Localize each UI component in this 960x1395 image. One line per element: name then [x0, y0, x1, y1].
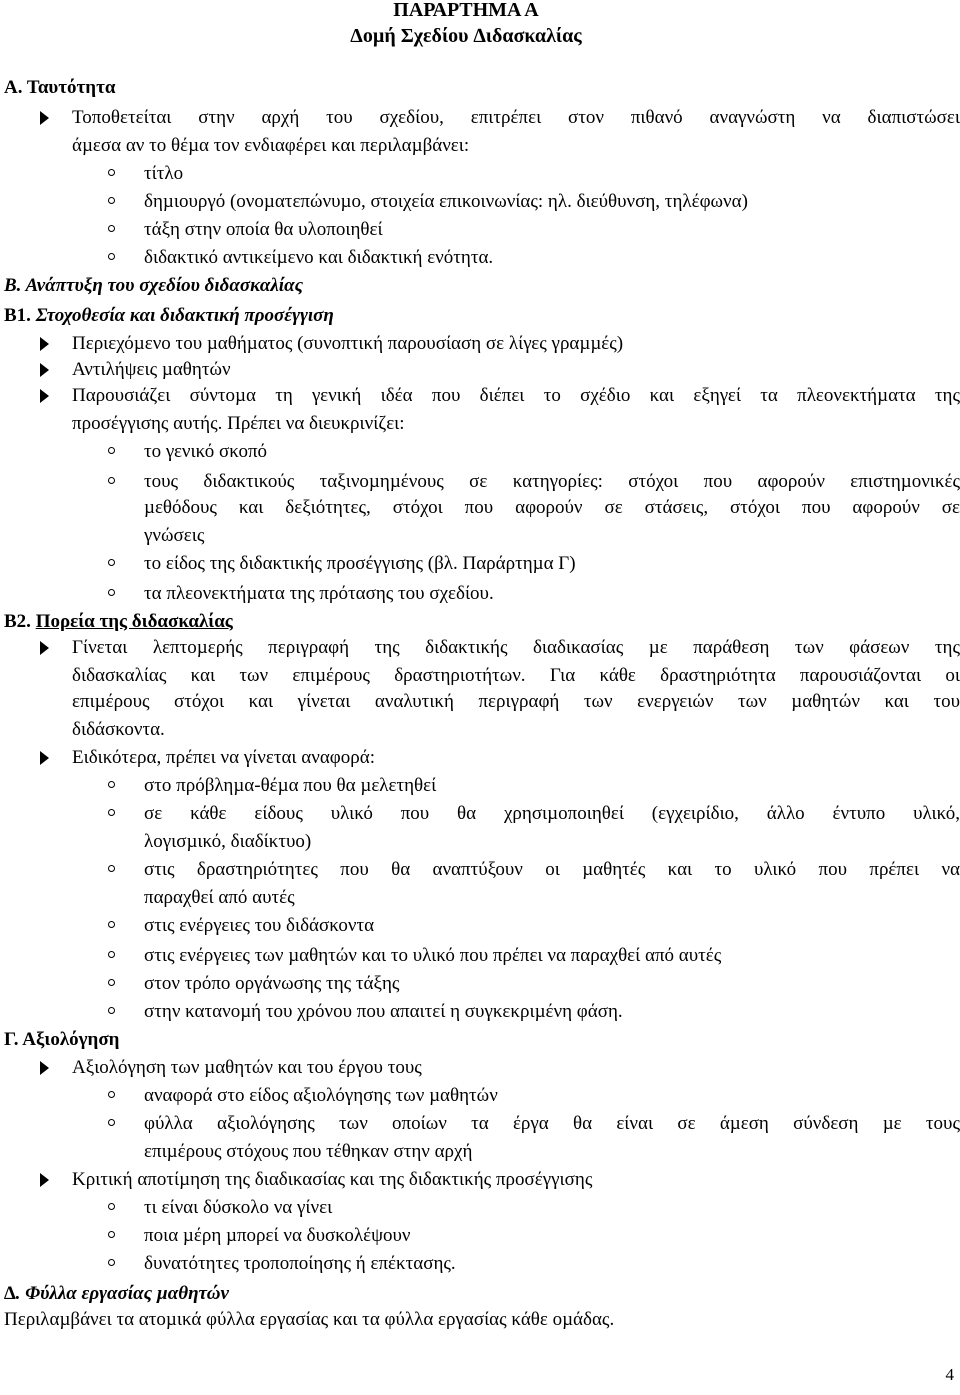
list-item: Κριτική αποτίµηση της διαδικασίας και της διδακτικής προσέγγισης — [0, 1166, 960, 1194]
sub-list-item-continuation: επιµέρους στόχους που τέθηκαν στην αρχή — [144, 1141, 473, 1162]
circle-bullet-icon — [108, 477, 115, 484]
list-item-continuation: άµεσα αν το θέµα τον ενδιαφέρει και περιλαµβάνει: — [72, 135, 470, 156]
subsection-b1-heading: Β1. Στοχοθεσία και διδακτική προσέγγιση — [4, 305, 334, 326]
arrow-bullet-icon — [40, 389, 49, 403]
list-item: Γίνεται λεπτοµερής περιγραφή της διδακτικής διαδικασίας µε παράθεση των φάσεων της — [0, 634, 960, 662]
sub-list-item: στο πρόβληµα-θέµα που θα µελετηθεί — [0, 772, 960, 800]
section-d-heading: ∆. Φύλλα εργασίας µαθητών — [4, 1283, 229, 1304]
list-item-continuation: διδάσκοντα. — [72, 719, 165, 740]
sub-list-item: φύλλα αξιολόγησης των οποίων τα έργα θα είναι σε άµεση σύνδεση µε τους — [0, 1110, 960, 1138]
sub-list-item: τίτλο — [0, 160, 960, 188]
list-item: Αντιλήψεις µαθητών — [0, 356, 960, 384]
circle-bullet-icon — [108, 225, 115, 232]
sub-list-item: διδακτικό αντικείµενο και διδακτική ενότητα. — [0, 244, 960, 272]
circle-bullet-icon — [108, 865, 115, 872]
sub-list-item: δηµιουργό (ονοµατεπώνυµο, στοιχεία επικοινωνίας: ηλ. διεύθυνση, τηλέφωνα) — [0, 188, 960, 216]
sub-list-item-continuation: γνώσεις — [144, 525, 205, 546]
list-item: Παρουσιάζει σύντοµα τη γενική ιδέα που διέπει το σχέδιο και εξηγεί τα πλεονεκτήµατα της — [0, 382, 960, 410]
arrow-bullet-icon — [40, 751, 49, 765]
section-a-heading: Α. Ταυτότητα — [4, 77, 116, 98]
list-item-continuation: επιµέρους στόχοι και γίνεται αναλυτική περιγραφή των ενεργειών των µαθητών και του — [72, 691, 960, 712]
circle-bullet-icon — [108, 1007, 115, 1014]
circle-bullet-icon — [108, 781, 115, 788]
circle-bullet-icon — [108, 1231, 115, 1238]
page-subtitle: Δοµή Σχεδίου ∆ιδασκαλίας — [350, 25, 582, 47]
sub-list-item: τα πλεονεκτήµατα της πρότασης του σχεδίου. — [0, 580, 960, 608]
page-title: ΠΑΡΑΡΤΗΜΑ Α — [393, 0, 539, 21]
circle-bullet-icon — [108, 589, 115, 596]
sub-list-item: το γενικό σκοπό — [0, 438, 960, 466]
list-item: Ειδικότερα, πρέπει να γίνεται αναφορά: — [0, 744, 960, 772]
subsection-b2-heading: Β2. Πορεία της διδασκαλίας — [4, 611, 233, 632]
circle-bullet-icon — [108, 253, 115, 260]
circle-bullet-icon — [108, 1259, 115, 1266]
sub-list-item: στις δραστηριότητες που θα αναπτύξουν οι µαθητές και το υλικό που πρέπει να — [0, 856, 960, 884]
sub-list-item-continuation: λογισµικό, διαδίκτυο) — [144, 831, 312, 852]
arrow-bullet-icon — [40, 111, 49, 125]
sub-list-item: αναφορά στο είδος αξιολόγησης των µαθητών — [0, 1082, 960, 1110]
circle-bullet-icon — [108, 1091, 115, 1098]
arrow-bullet-icon — [40, 363, 49, 377]
list-item: Αξιολόγηση των µαθητών και του έργου τους — [0, 1054, 960, 1082]
sub-list-item: στην κατανοµή του χρόνου που απαιτεί η συγκεκριµένη φάση. — [0, 998, 960, 1026]
section-b-heading: Β. Ανάπτυξη του σχεδίου διδασκαλίας — [4, 275, 304, 296]
sub-list-item-continuation: µεθόδους και δεξιότητες, στόχοι που αφορούν σε στάσεις, στόχοι που αφορούν σε — [144, 497, 960, 518]
list-item-continuation: προσέγγισης αυτής. Πρέπει να διευκρινίζει: — [72, 413, 405, 434]
circle-bullet-icon — [108, 1203, 115, 1210]
sub-list-item: τους διδακτικούς ταξινοµηµένους σε κατηγορίες: στόχοι που αφορούν επιστηµονικές — [0, 468, 960, 496]
list-item-continuation: διδασκαλίας και των επιµέρους δραστηριοτήτων. Για κάθε δραστηριότητα παρουσιάζονται οι — [72, 665, 960, 686]
circle-bullet-icon — [108, 447, 115, 454]
sub-list-item: στον τρόπο οργάνωσης της τάξης — [0, 970, 960, 998]
circle-bullet-icon — [108, 809, 115, 816]
sub-list-item: στις ενέργειες των µαθητών και το υλικό που πρέπει να παραχθεί από αυτές — [0, 942, 960, 970]
arrow-bullet-icon — [40, 641, 49, 655]
sub-list-item: τι είναι δύσκολο να γίνει — [0, 1194, 960, 1222]
sub-list-item: σε κάθε είδους υλικό που θα χρησιµοποιηθεί (εγχειρίδιο, άλλο έντυπο υλικό, — [0, 800, 960, 828]
sub-list-item: το είδος της διδακτικής προσέγγισης (βλ. Παράρτηµα Γ) — [0, 550, 960, 578]
arrow-bullet-icon — [40, 1173, 49, 1187]
list-item: Τοποθετείται στην αρχή του σχεδίου, επιτρέπει στον πιθανό αναγνώστη να διαπιστώσει — [0, 104, 960, 132]
page-number: 4 — [945, 1365, 954, 1384]
sub-list-item: στις ενέργειες του διδάσκοντα — [0, 912, 960, 940]
circle-bullet-icon — [108, 921, 115, 928]
circle-bullet-icon — [108, 1119, 115, 1126]
circle-bullet-icon — [108, 169, 115, 176]
circle-bullet-icon — [108, 979, 115, 986]
circle-bullet-icon — [108, 559, 115, 566]
arrow-bullet-icon — [40, 1061, 49, 1075]
arrow-bullet-icon — [40, 337, 49, 351]
section-d-text: Περιλαµβάνει τα ατοµικά φύλλα εργασίας και τα φύλλα εργασίας κάθε οµάδας. — [4, 1309, 615, 1330]
sub-list-item: ποια µέρη µπορεί να δυσκολέψουν — [0, 1222, 960, 1250]
sub-list-item: τάξη στην οποία θα υλοποιηθεί — [0, 216, 960, 244]
sub-list-item: δυνατότητες τροποποίησης ή επέκτασης. — [0, 1250, 960, 1278]
circle-bullet-icon — [108, 197, 115, 204]
section-c-heading: Γ. Αξιολόγηση — [4, 1029, 120, 1050]
circle-bullet-icon — [108, 951, 115, 958]
list-item: Περιεχόµενο του µαθήµατος (συνοπτική παρουσίαση σε λίγες γραµµές) — [0, 330, 960, 358]
sub-list-item-continuation: παραχθεί από αυτές — [144, 887, 295, 908]
